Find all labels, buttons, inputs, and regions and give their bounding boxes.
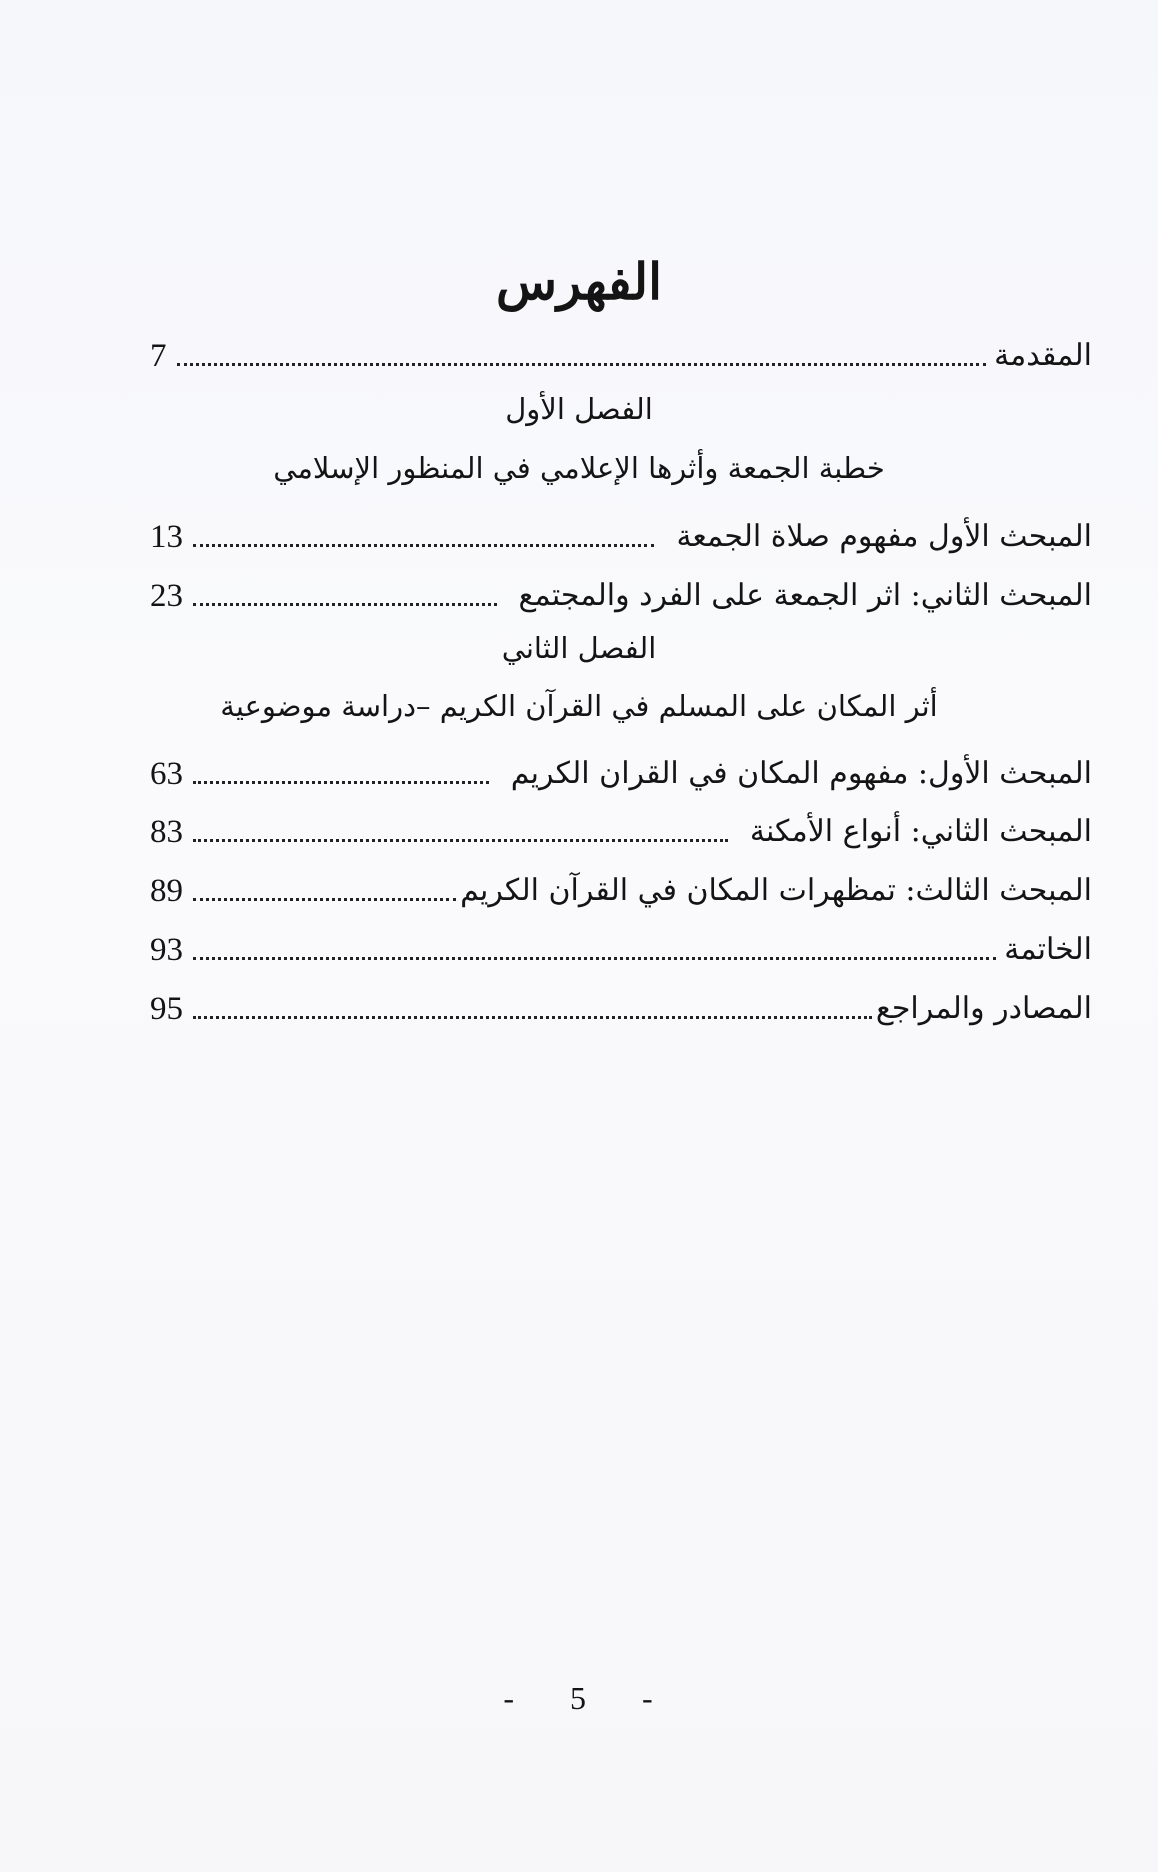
toc-entry-chapter2-section3: [150, 865, 1092, 911]
toc-page-number: 95: [150, 991, 183, 1027]
toc-entry-label: المبحث الثاني: أنواع الأمكنة: [749, 814, 1092, 849]
dot-leader: [193, 898, 456, 901]
chapter-subtitle-1: خطبة الجمعة وأثرها الإعلامي في المنظور الإسلامي: [273, 451, 885, 485]
toc-entry-label: المقدمة: [994, 338, 1092, 373]
dot-leader: [177, 363, 987, 366]
toc-entry-conclusion: [150, 924, 1092, 970]
dot-leader: [193, 839, 728, 842]
toc-entry-chapter1-section1: [150, 511, 1092, 557]
chapter-subtitle-2: أثر المكان على المسلم في القرآن الكريم –دراسة موضوعية: [220, 689, 938, 723]
toc-page-number: 93: [150, 932, 183, 968]
toc-entry-introduction: [150, 330, 1092, 376]
chapter-heading-2: الفصل الثاني: [501, 631, 657, 665]
dot-leader: [193, 603, 497, 606]
chapter-heading-1: الفصل الأول: [505, 392, 653, 426]
toc-entry-chapter1-section2: [150, 570, 1092, 616]
toc-page-number: 83: [150, 814, 183, 850]
page-number-left-dash: -: [503, 1680, 516, 1716]
page-footer-number: [0, 1680, 1158, 1717]
dot-leader: [193, 1016, 872, 1019]
toc-entry-chapter2-section2: [150, 806, 1092, 852]
page-number-value: 5: [570, 1680, 588, 1716]
dot-leader: [193, 544, 654, 547]
toc-page-number: 63: [150, 756, 183, 792]
dot-leader: [193, 957, 996, 960]
toc-entry-label: المبحث الثالث: تمظهرات المكان في القرآن الكريم: [460, 873, 1092, 908]
dot-leader: [193, 781, 489, 784]
toc-entry-chapter2-section1: [150, 748, 1092, 794]
toc-entry-label: المبحث الأول مفهوم صلاة الجمعة: [676, 519, 1092, 554]
page-number-right-dash: -: [642, 1680, 655, 1716]
toc-entry-label: المبحث الثاني: اثر الجمعة على الفرد والمجتمع: [518, 578, 1092, 613]
toc-entry-label: المصادر والمراجع: [875, 991, 1092, 1026]
toc-page-number: 23: [150, 578, 183, 614]
toc-page-number: 7: [150, 338, 167, 374]
toc-entry-label: المبحث الأول: مفهوم المكان في القران الكريم: [510, 756, 1092, 791]
toc-entry-label: الخاتمة: [1004, 932, 1092, 967]
toc-page-number: 13: [150, 519, 183, 555]
toc-page-number: 89: [150, 873, 183, 909]
page-title: الفهرس: [495, 252, 663, 311]
toc-entry-references: [150, 983, 1092, 1029]
